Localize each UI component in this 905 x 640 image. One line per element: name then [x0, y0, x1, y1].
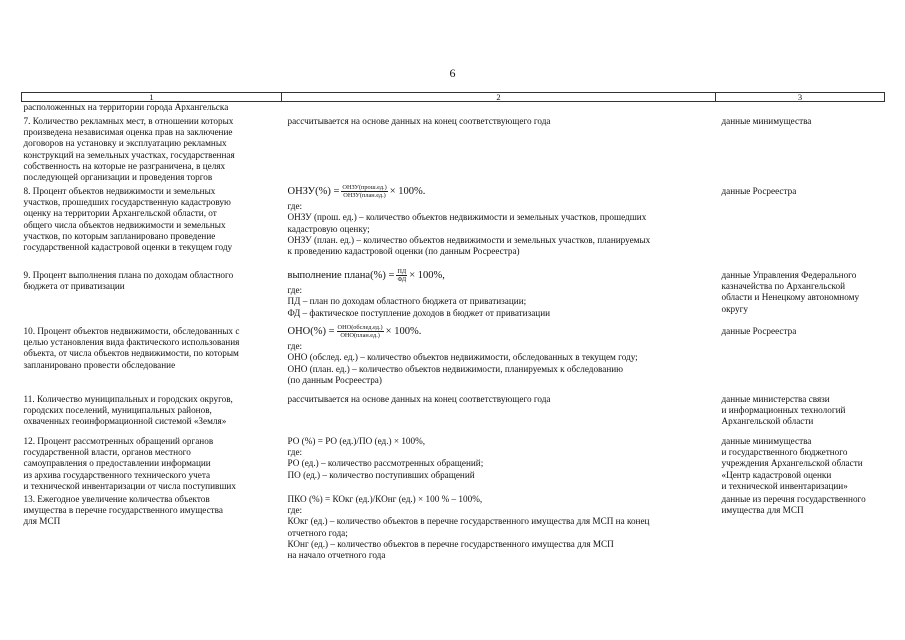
text-line: 9. Процент выполнения плана по доходам областного — [23, 270, 234, 280]
text-line: запланировано провести обследование — [23, 359, 176, 370]
table-row — [22, 184, 885, 268]
source-cell — [716, 392, 885, 434]
text-line: конструкций на земельных участках, государственная — [23, 149, 235, 160]
text-line: 7. Количество рекламных мест, в отношении которых — [23, 116, 234, 126]
text-line: из архива государственного технического учета — [23, 469, 211, 480]
formula-rhs: × 100%. — [385, 326, 422, 337]
indicator-cell — [22, 268, 282, 324]
formula-fraction — [341, 184, 387, 199]
text-line: участков, по которым запланировано проведение — [23, 230, 216, 241]
page-number: 6 — [449, 66, 456, 80]
formula-lhs: выполнение плана(%) = — [287, 270, 395, 281]
text-line: ОНО (план. ед.) – количество объектов недвижимости, планируемых к обследованию — [287, 363, 624, 374]
text-line: государственной власти, органов местного — [23, 447, 191, 458]
text-line: ФД – фактическое поступление доходов в бюджет от приватизации — [287, 307, 551, 318]
indicators-table — [21, 92, 885, 572]
text-line: имущества для МСП — [721, 505, 804, 516]
source-cell — [716, 114, 885, 184]
source-cell — [716, 268, 885, 324]
text-line: к проведению кадастровой оценки (по данным Росреестра) — [287, 245, 520, 256]
text-line: где: — [287, 447, 303, 458]
formula-fraction — [337, 324, 384, 339]
source-cell — [716, 324, 885, 392]
table-row — [22, 114, 885, 184]
calculation-cell — [282, 492, 716, 572]
header-row — [22, 93, 885, 102]
source-cell — [716, 184, 885, 268]
text-line: рассчитывается на основе данных на конец соответствующего года — [287, 116, 551, 126]
text-line: на начало отчетного года — [287, 550, 386, 561]
calculation-cell — [282, 434, 716, 492]
text-line: и информационных технологий — [721, 405, 846, 416]
indicator-cell — [22, 434, 282, 492]
text-line: округу — [721, 303, 748, 314]
text-line: казначейства по Архангельской — [721, 281, 846, 292]
text-line: ПД – план по доходам областного бюджета от приватизации; — [287, 296, 527, 307]
formula — [288, 268, 445, 283]
text-line: 12. Процент рассмотренных обращений органов — [23, 436, 214, 446]
text-line: РО (%) = РО (ед.)/ПО (ед.) × 100%, — [287, 436, 426, 446]
text-line: городских поселений, муниципальных районов, — [23, 405, 212, 416]
text-line: 13. Ежегодное увеличение количества объектов — [23, 494, 210, 505]
col-header-3: 3 — [716, 93, 885, 102]
table-row — [22, 324, 885, 392]
indicator-cell — [22, 324, 282, 392]
text-line: и государственного бюджетного — [721, 447, 848, 458]
text-line: и технической инвентаризации» — [721, 480, 848, 491]
calculation-cell — [282, 184, 716, 268]
text-line: РО (ед.) – количество рассмотренных обращений; — [287, 458, 484, 469]
calculation-cell — [282, 114, 716, 184]
calculation-cell — [282, 392, 716, 434]
text-line: ОНЗУ (план. ед.) – количество объектов недвижимости и земельных участков, планируемых — [287, 234, 651, 245]
indicator-cell — [22, 184, 282, 268]
text-line: 10. Процент объектов недвижимости, обследованных с — [23, 326, 240, 336]
text-line: КОнг (ед.) – количество объектов в перечне государственного имущества для МСП — [287, 538, 614, 549]
text-line: где: — [287, 505, 303, 516]
text-line: 11. Количество муниципальных и городских округов, — [23, 394, 233, 404]
formula-fraction — [396, 268, 407, 283]
text-line: государственной кадастровой оценки в текущем году — [23, 242, 233, 253]
text-line: охваченных геоинформационной системой «Земля» — [23, 416, 227, 427]
text-line: рассчитывается на основе данных на конец соответствующего года — [287, 394, 551, 404]
text-line: ПО (ед.) – количество поступивших обращений — [287, 469, 475, 480]
table-row — [22, 392, 885, 434]
text-line: последующей организации и проведения торгов — [23, 172, 213, 183]
text-line: для МСП — [23, 516, 61, 527]
text-line: участков, прошедших государственную кадастровую — [23, 197, 231, 208]
text-line: самоуправления о предоставлении информации — [23, 458, 211, 469]
text-line: договоров на установку и эксплуатацию рекламных — [23, 138, 227, 149]
fraction-denominator: ФД — [397, 276, 407, 284]
text-line: данные из перечня государственного — [721, 494, 866, 505]
formula-lhs: ОНЗУ(%) = — [287, 186, 340, 197]
text-line: ОНЗУ (прош. ед.) – количество объектов недвижимости и земельных участков, прошедших — [287, 212, 647, 223]
formula-rhs: × 100%. — [389, 186, 426, 197]
text-line: собственность на которые не разграничена, в целях — [23, 160, 226, 171]
text-line: данные Росреестра — [721, 186, 797, 196]
text-line: бюджета от приватизации — [23, 281, 125, 292]
text-line: где: — [287, 201, 303, 212]
col-header-1: 1 — [22, 93, 282, 102]
col-header-2: 2 — [282, 93, 716, 102]
text-line: данные министерства связи — [721, 394, 830, 404]
formula — [288, 324, 422, 339]
calculation-cell — [282, 268, 716, 324]
text-line: 8. Процент объектов недвижимости и земельных — [23, 186, 216, 196]
text-line: (по данным Росреестра) — [287, 374, 382, 385]
table-row — [22, 492, 885, 572]
text-line: оценку на территории Архангельской области, от — [23, 208, 217, 219]
formula-lhs: ОНО(%) = — [287, 326, 335, 337]
text-line: учреждения Архангельской области — [721, 458, 863, 469]
fraction-numerator: ОНЗУ(прош.ед.) — [342, 184, 387, 192]
indicator-cell — [22, 114, 282, 184]
source-cell — [716, 434, 885, 492]
text-line: объекта, от числа объектов недвижимости, по которым — [23, 348, 239, 359]
fraction-denominator: ОНЗУ(план.ед.) — [343, 192, 386, 200]
text-line: ПКО (%) = КОкг (ед.)/КОнг (ед.) × 100 % – 100%, — [287, 494, 483, 505]
text-line: имущества в перечне государственного имущества — [23, 505, 223, 516]
continuation-text: расположенных на территории города Архангельска — [23, 102, 229, 112]
text-line: данные минимущества — [721, 116, 812, 126]
text-line: данные Управления Федерального — [721, 270, 857, 280]
source-cell — [716, 492, 885, 572]
calculation-cell — [282, 324, 716, 392]
text-line: целью установления вида фактического использования — [23, 337, 240, 348]
table-row — [22, 268, 885, 324]
text-line: произведена независимая оценка прав на заключение — [23, 127, 233, 138]
text-line: где: — [287, 341, 303, 352]
formula — [288, 184, 426, 199]
fraction-denominator: ОНО(план.ед.) — [340, 332, 380, 340]
text-line: где: — [287, 285, 303, 296]
text-line: области и Ненецкому автономному — [721, 292, 860, 303]
text-line: данные Росреестра — [721, 326, 797, 336]
text-line: «Центр кадастровой оценки — [721, 469, 832, 480]
text-line: данные минимущества — [721, 436, 812, 446]
continuation-row — [22, 102, 885, 115]
text-line: КОкг (ед.) – количество объектов в перечне государственного имущества для МСП на конец — [287, 516, 650, 527]
table-row — [22, 434, 885, 492]
text-line: ОНО (обслед. ед.) – количество объектов недвижимости, обследованных в текущем году; — [287, 352, 638, 363]
text-line: Архангельской области — [721, 416, 814, 427]
fraction-numerator: ПД — [397, 268, 407, 276]
indicator-cell — [22, 492, 282, 572]
formula-rhs: × 100%, — [409, 270, 445, 281]
indicator-cell — [22, 392, 282, 434]
fraction-numerator: ОНО(обслед.ед.) — [337, 324, 383, 332]
text-line: отчетного года; — [287, 527, 348, 538]
text-line: кадастровую оценку; — [287, 223, 370, 234]
text-line: и технической инвентаризации от числа поступивших — [23, 480, 236, 491]
text-line: общего числа объектов недвижимости и земельных — [23, 219, 226, 230]
